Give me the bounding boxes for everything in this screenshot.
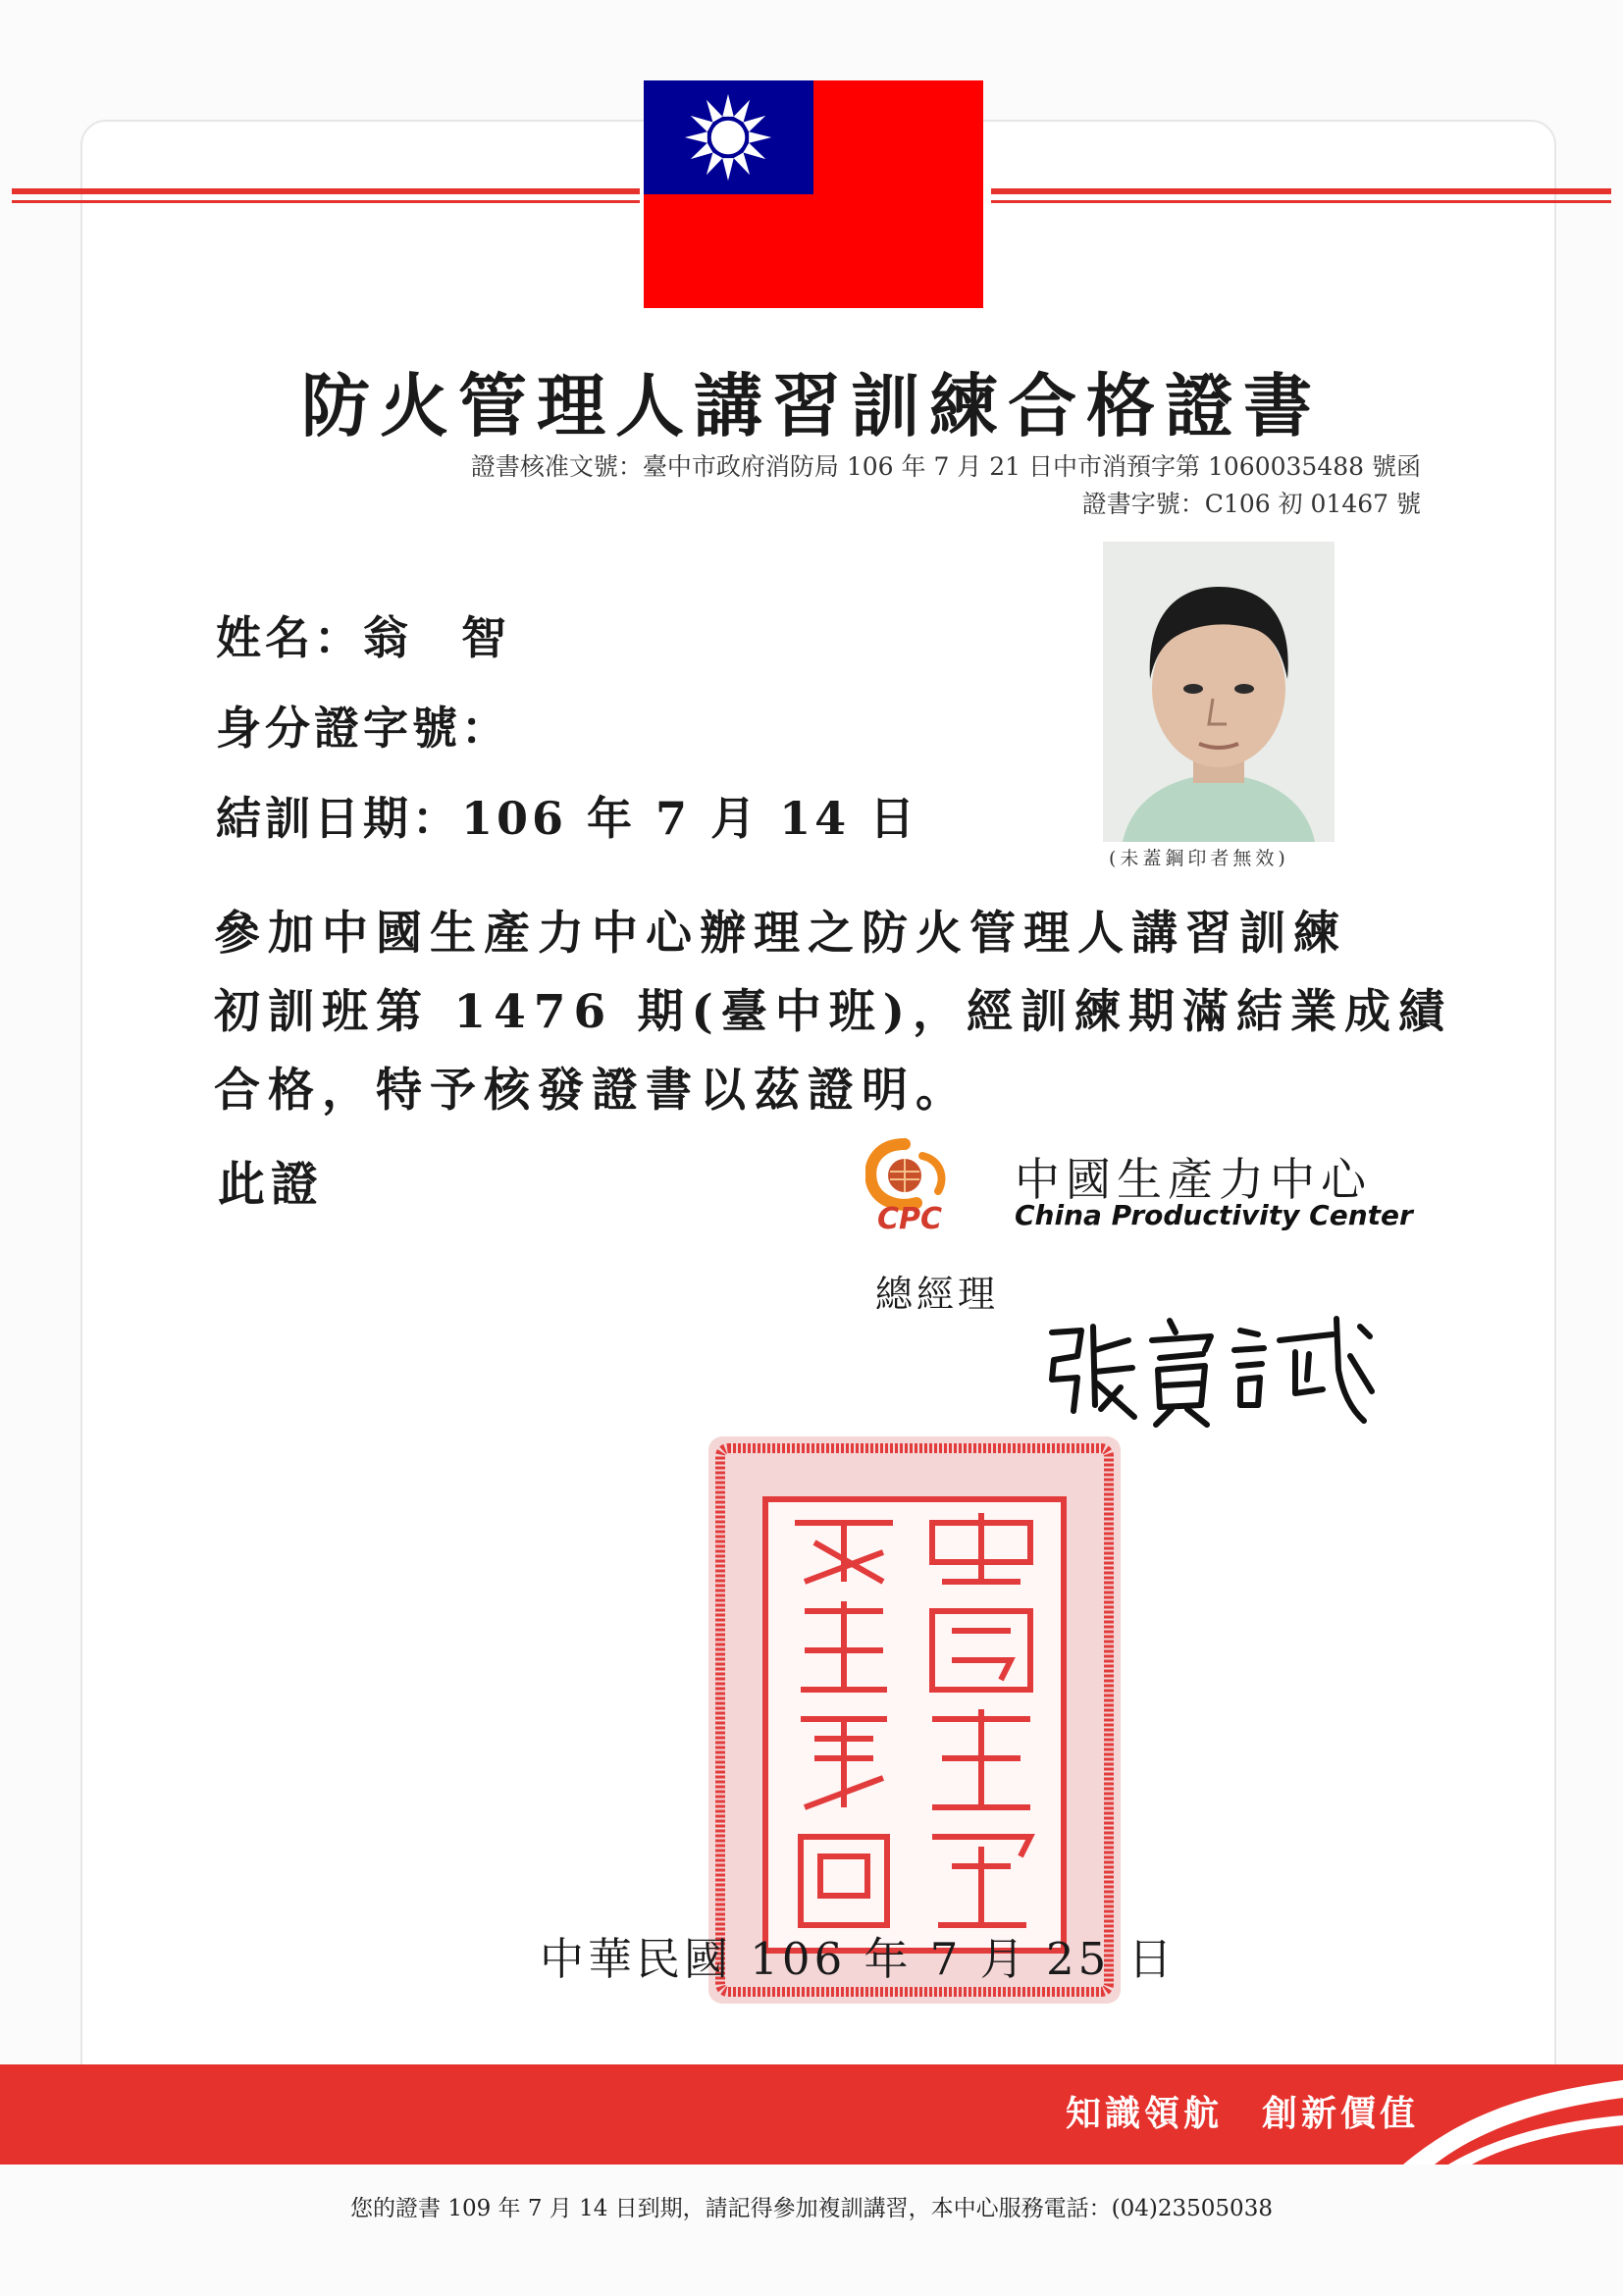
training-date-label: 結訓日期： (216, 792, 461, 845)
approval-reference: 證書核准文號：臺中市政府消防局 106 年 7 月 21 日中市消預字第 1060035488 號函 (470, 452, 1421, 481)
official-seal-graphic (707, 1435, 1123, 2006)
organization-name-cn: 中國生產力中心 (1015, 1153, 1372, 1206)
banner-slogan: 知識領航 創新價值 (1066, 2094, 1420, 2134)
header-stripe-right-thin (991, 200, 1611, 203)
name-row (216, 602, 510, 667)
body-line-3: 合格，特予核發證書以茲證明。 (214, 1064, 969, 1118)
certificate-title: 防火管理人講習訓練合格證書 (301, 365, 1322, 446)
photo-caption: (未蓋鋼印者無效) (1109, 848, 1289, 869)
header-stripe-left (12, 188, 640, 194)
training-date-value: 106 年 7 月 14 日 (461, 792, 919, 845)
body-line-2: 初訓班第 1476 期(臺中班)，經訓練期滿結業成績 (214, 985, 1453, 1039)
signature (1038, 1311, 1391, 1433)
name-value: 翁 智 (363, 611, 510, 664)
issue-date: 中華民國 106 年 7 月 25 日 (540, 1933, 1177, 1985)
sun-emblem-icon (681, 90, 775, 184)
id-row (216, 693, 510, 757)
body-line-1: 參加中國生產力中心辦理之防火管理人講習訓練 (214, 907, 1347, 961)
certificate-body (214, 895, 1453, 1130)
name-label: 姓名： (216, 611, 363, 664)
cpc-logo-icon (865, 1138, 1013, 1232)
certify-word: 此證 (218, 1157, 325, 1212)
cpc-logo-text: CPC (877, 1202, 943, 1232)
training-date-row (216, 783, 918, 848)
header-stripe-left-thin (12, 200, 640, 203)
cpc-logo (865, 1138, 1013, 1236)
expiry-footer-note: 您的證書 109 年 7 月 14 日到期，請記得參加複訓講習，本中心服務電話：(04)23505038 (350, 2196, 1273, 2221)
header-stripe-right (991, 188, 1611, 194)
signature-graphic (1038, 1311, 1391, 1429)
flag-emblem (644, 80, 983, 308)
organization-name-en: China Productivity Center (1015, 1199, 1413, 1231)
position-title: 總經理 (875, 1273, 1000, 1316)
id-label: 身分證字號： (216, 702, 510, 755)
portrait-photo (1103, 542, 1335, 842)
certificate-number: 證書字號：C106 初 01467 號 (1081, 490, 1421, 518)
